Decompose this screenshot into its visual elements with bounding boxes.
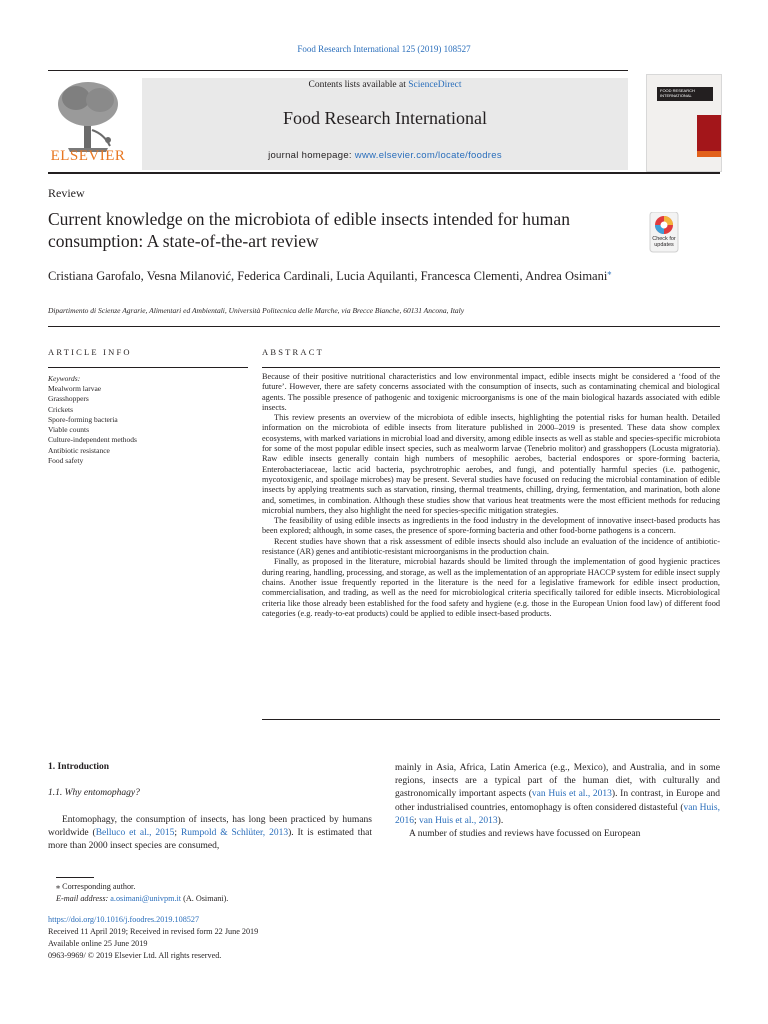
keyword: Viable counts — [48, 425, 89, 435]
intro-paragraph — [395, 762, 720, 828]
keyword: Crickets — [48, 404, 73, 414]
footnote-rule — [56, 877, 94, 878]
journal-reference[interactable]: Food Research International 125 (2019) 108527 — [297, 44, 471, 54]
homepage-prefix: journal homepage: — [268, 150, 355, 161]
abstract-paragraph: Finally, as proposed in the literature, microbial hazards should be limited through the implementation of good hygienic practices during rearing, handling, processing, and storage, as well as the implementation of an appropriate HACCP system for edible insect supply chains. Another issue frequently reported in the literature is the need for a legislative framework for edible insect production, commercialisation, and trading, as well as the need for microbiological criteria specifically tailored for edible insects. Microbiological criteria like those already been established for the food safety and hygiene (e.g. those in the European Union food law) of different food categories (e.g. ready-to-eat products) could be applied to edible insect-based products. — [262, 557, 720, 618]
contents-prefix: Contents lists available at — [308, 80, 409, 90]
email-suffix: (A. Osimani). — [181, 894, 229, 903]
header-rule-top — [48, 70, 628, 71]
cover-red-block — [697, 115, 721, 151]
citation-link[interactable]: Rumpold & Schlüter, 2013 — [180, 828, 289, 839]
intro-text: ; — [414, 815, 420, 826]
cover-title: FOOD RESEARCH INTERNATIONAL — [660, 88, 695, 98]
homepage-link[interactable]: www.elsevier.com/locate/foodres — [354, 150, 502, 161]
received-dates: Received 11 April 2019; Received in revised form 22 June 2019 — [48, 927, 259, 936]
authors-names: Cristiana Garofalo, Vesna Milanović, Federica Cardinali, Lucia Aquilanti, Francesca Clementi, Andrea Osimani — [48, 269, 608, 284]
available-date: Available online 25 June 2019 — [48, 939, 148, 948]
keywords-list — [48, 384, 137, 466]
intro-text: ). — [497, 815, 504, 826]
keyword: Culture-independent methods — [48, 435, 137, 445]
corresponding-author-note: ⁎ Corresponding author. — [56, 882, 136, 891]
homepage-line — [142, 150, 628, 161]
affiliation: Dipartimento di Scienze Agrarie, Alimentari ed Ambientali, Università Politecnica delle Marche, via Brecce Bianche, 60131 Ancona, Italy — [48, 306, 465, 315]
article-title: Current knowledge on the microbiota of edible insects intended for human consumption: A state-of-the-art review — [48, 209, 570, 251]
intro-text: ; — [174, 828, 181, 839]
abstract-rule — [262, 367, 720, 368]
article-info-rule — [48, 367, 248, 368]
abstract-paragraph: Recent studies have shown that a risk assessment of edible insects should also include an evaluation of the incidence of antibiotic-resistance (AR) genes and antibiotic-resistant microorganisms in the production chain. — [262, 536, 720, 557]
cover-orange-block — [697, 151, 721, 157]
journal-cover-thumbnail[interactable] — [646, 74, 722, 172]
copyright: 0963-9969/ © 2019 Elsevier Ltd. All rights reserved. — [48, 951, 222, 960]
journal-title: Food Research International — [283, 108, 487, 128]
sciencedirect-link[interactable]: ScienceDirect — [408, 80, 462, 90]
intro-paragraph: A number of studies and reviews have focussed on European — [409, 829, 641, 840]
intro-right-column — [395, 762, 720, 841]
introduction-heading: 1. Introduction — [48, 762, 110, 772]
corresponding-author-mark[interactable]: ⁎ — [607, 268, 612, 277]
publication-dates — [48, 926, 258, 962]
keyword: Grasshoppers — [48, 394, 89, 404]
citation-link[interactable]: van Huis et al., 2013 — [531, 789, 612, 800]
keyword: Antibiotic resistance — [48, 445, 110, 455]
intro-text: mainly in Asia, Africa, Latin America (e.g., Mexico), and Australia, and in some regions, insects are a typical part of the human diet, with culturally and gastronomically important aspects ( — [395, 763, 720, 800]
keyword: Mealworm larvae — [48, 384, 102, 393]
abstract-paragraph: The feasibility of using edible insects as ingredients in the food industry in the development of innovative insect-based products has been explored; although, in some cases, the presence of spore-forming bacteria and other food-borne pathogens is a concern. — [262, 516, 720, 536]
author-list — [48, 264, 668, 285]
email-label: E-mail address: — [56, 894, 111, 903]
email-line — [56, 893, 228, 905]
citation-link[interactable]: Belluco et al., 2015 — [95, 828, 175, 839]
citation-link[interactable]: van Huis, 2016 — [395, 802, 720, 826]
abstract-rule-bottom — [262, 719, 720, 720]
contents-line — [142, 80, 628, 90]
check-for-updates-label: Check for updates — [652, 236, 676, 248]
subsection-heading: 1.1. Why entomophagy? — [48, 788, 140, 798]
abstract-heading: ABSTRACT — [262, 347, 324, 357]
article-info-heading: ARTICLE INFO — [48, 347, 132, 357]
cover-title-bar — [657, 87, 713, 101]
article-type: Review — [48, 186, 85, 200]
intro-text: Entomophagy, the consumption of insects, has long been practiced by humans worldwide ( — [48, 815, 372, 839]
intro-text: ). It is estimated that more than 2000 insect species are consumed, — [48, 828, 373, 852]
doi-link[interactable]: https://doi.org/10.1016/j.foodres.2019.108527 — [48, 915, 200, 924]
elsevier-wordmark: ELSEVIER — [50, 148, 126, 164]
abstract-paragraph: Because of their positive nutritional characteristics and low environmental impact, edible insects might be considered a ‘food of the future’. However, there are safety concerns associated with the consumption of insects, such as contaminating chemical and biological agents. The possible presence of pathogenic and toxigenic microorganisms is one of the main biological hazards associated with edible insects. — [262, 372, 720, 412]
keyword: Spore-forming bacteria — [48, 414, 118, 424]
affiliation-rule — [48, 326, 720, 327]
keyword: Food safety — [48, 456, 84, 466]
intro-text: ). In contrast, in Europe and other industrialised countries, entomophagy is often considered distasteful ( — [395, 789, 720, 813]
email-link[interactable]: a.osimani@univpm.it — [110, 894, 182, 903]
abstract-body — [262, 372, 720, 619]
citation-link[interactable]: van Huis et al., 2013 — [419, 815, 498, 826]
keywords-label: Keywords: — [48, 374, 81, 383]
footnote — [56, 881, 228, 905]
header-rule-bottom — [48, 172, 720, 174]
intro-left-column — [48, 814, 372, 854]
abstract-paragraph: This review presents an overview of the microbiota of edible insects, highlighting the potential risks for human health. Detailed information on the microbiota of edible insects from literature published in 2000–2019 is presented. These data show complex ecosystems, with marked variations in microbial load and diversity, among edible insects as well as stable and species-specific microbiota for some of the most popular edible insect species, such as mealworm larvae (Tenebrio molitor) and grasshoppers (Locusta migratoria). Raw edible insects generally contain high numbers of mesophilic aerobes, bacterial endospores or spore-forming bacteria, Enterobacteriaceae, lactic acid bacteria, psychrotrophic aerobes, and fungi, and potentially harmful species (i.e. pathogenic, mycotoxigenic, and spoilage microbes) may be present. Several studies have focused on reducing the microbial contamination of edible insects by applying treatments such as starvation, rinsing, thermal treatments, chilling, drying, fermentation, and marination, both alone and, sometimes, in combination. Although these studies show that various heat treatments were the most efficient methods for reducing microbial numbers, they also highlight the need for species-specific mitigation strategies. — [262, 413, 720, 515]
